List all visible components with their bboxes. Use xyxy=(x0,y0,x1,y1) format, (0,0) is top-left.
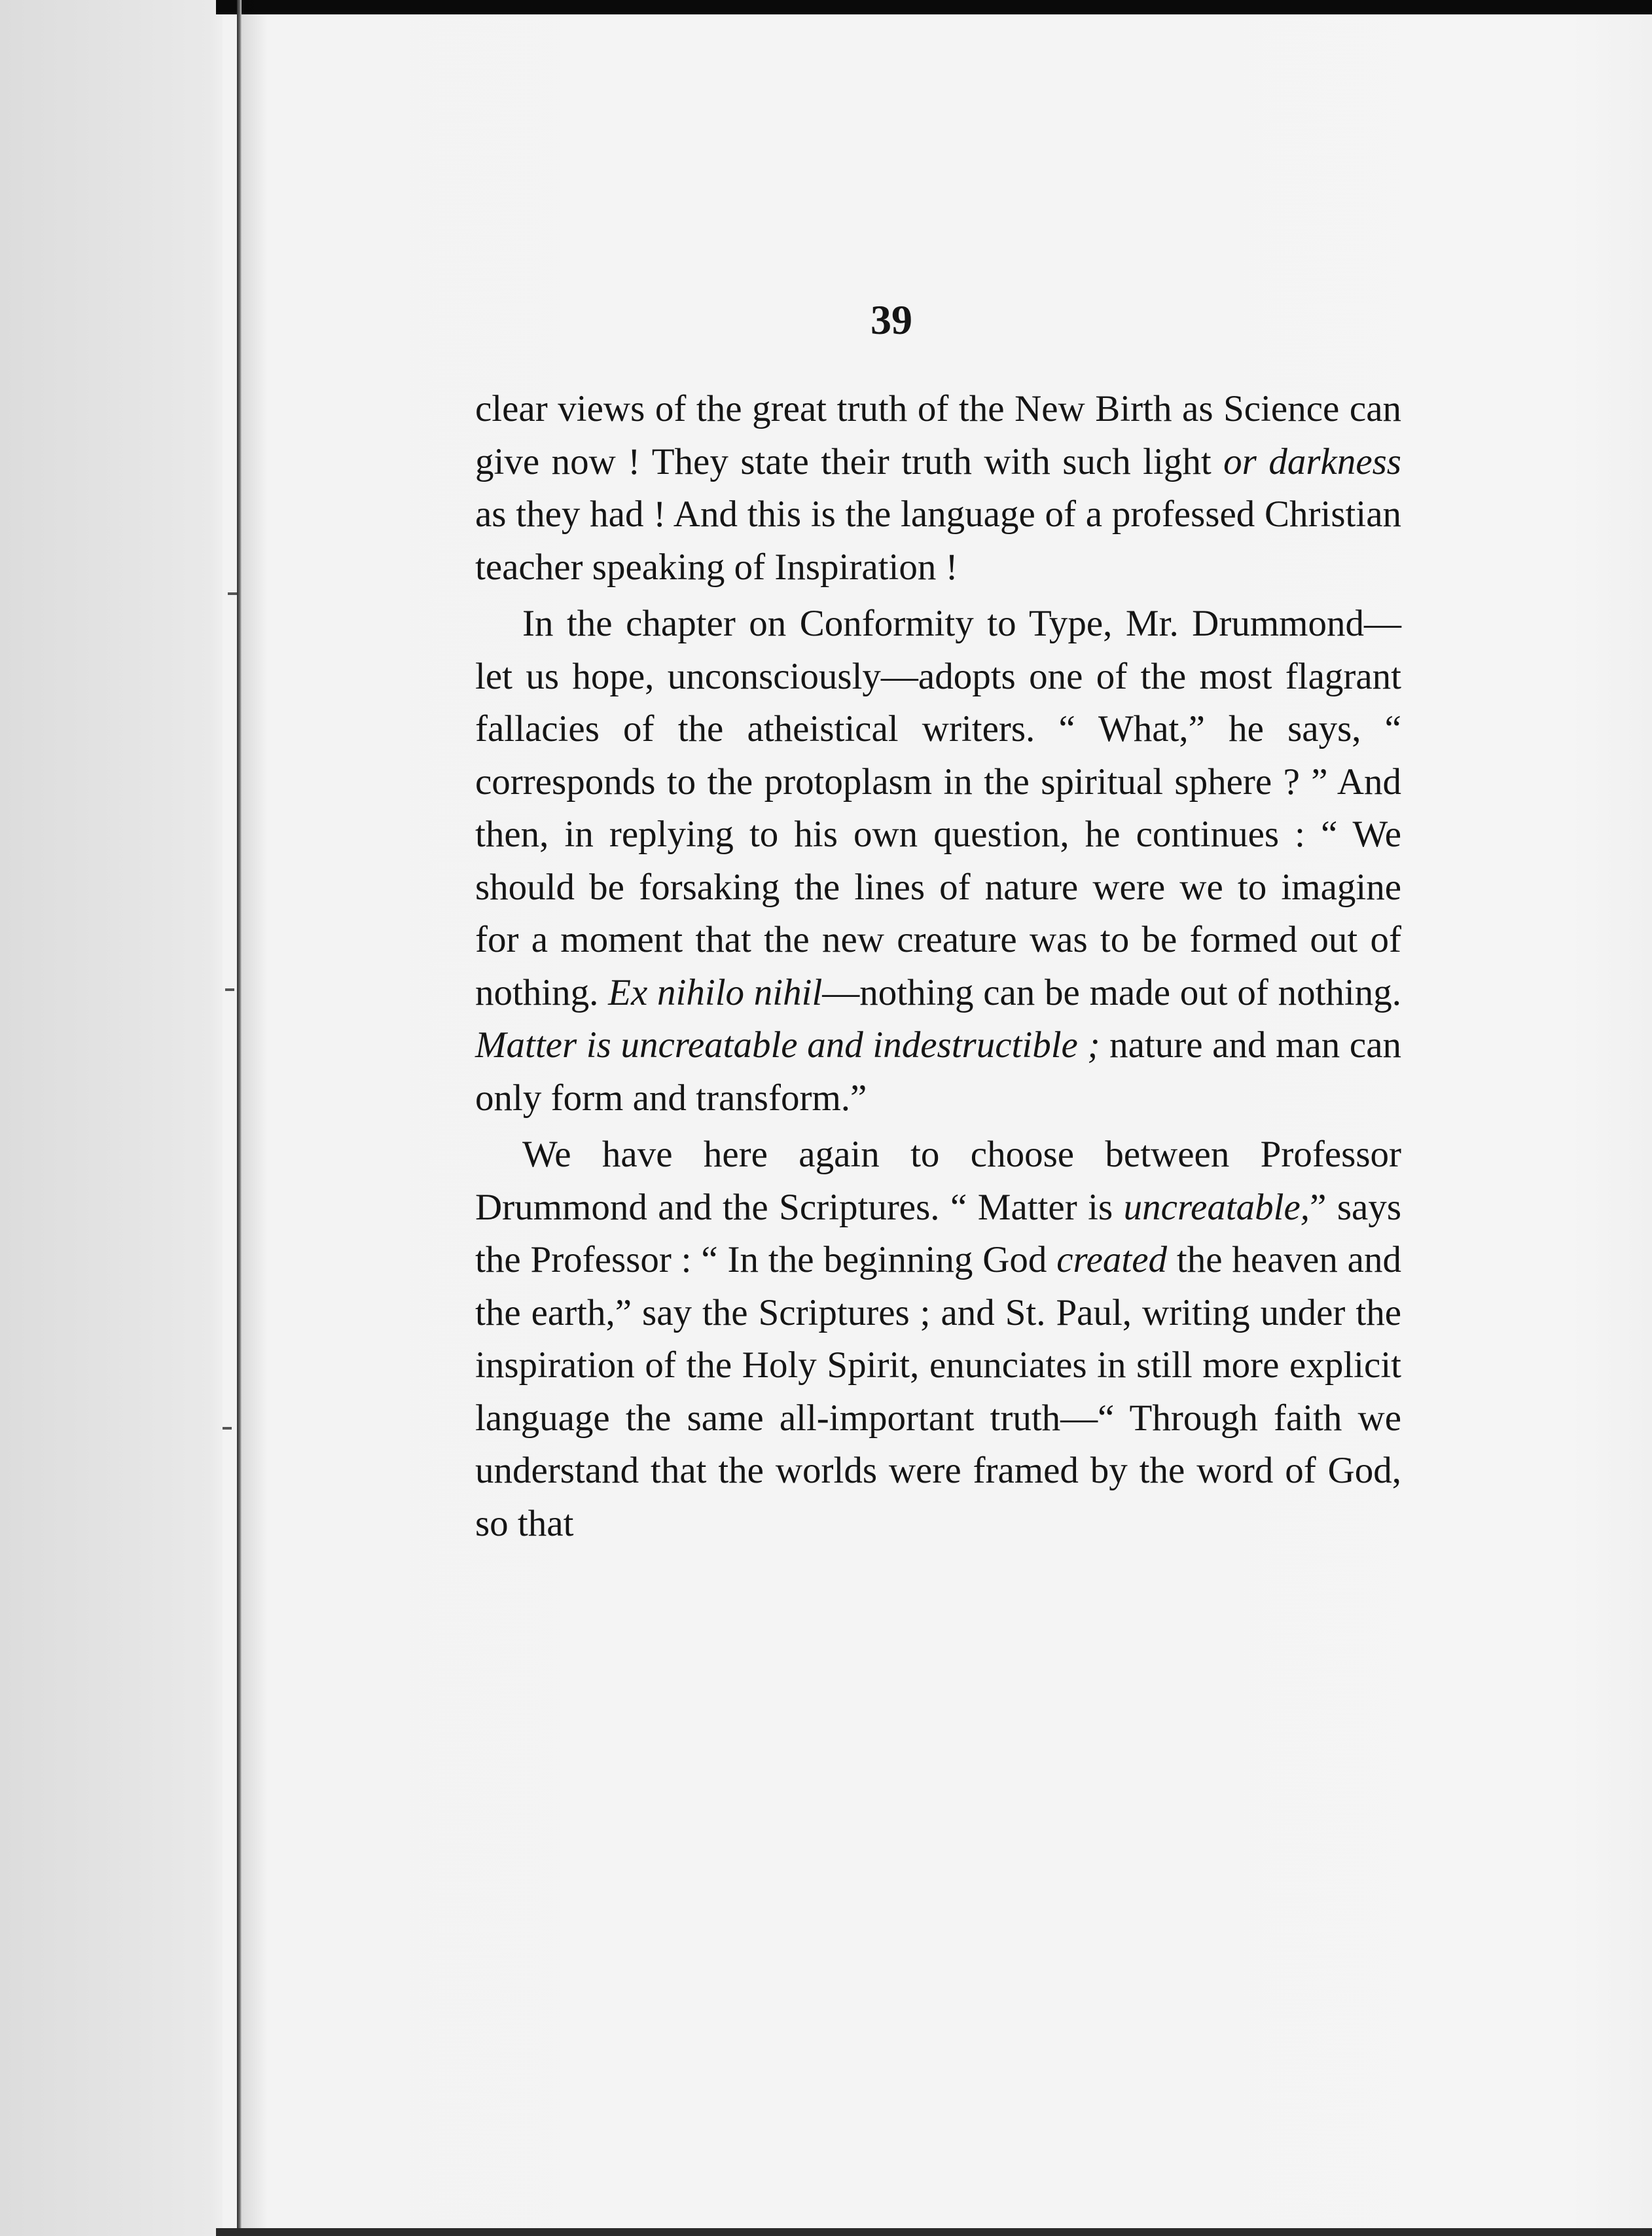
margin-mark xyxy=(223,1427,232,1430)
italic-text: created xyxy=(1056,1239,1168,1280)
text-run: ” says the Professor : “ In the beginning God xyxy=(475,1186,1401,1280)
text-run: In the chapter on Conformity to Type, Mr. Drummond—let us hope, unconsciously—adopts one of the most flagrant fallacies of the atheistical writers. “ What,” he says, “ corresponds to the protoplasm in the spiritual sphere ? ” And then, in replying to his own question, he continues : “ We should be forsaking the lines of nature were we to imagine for a moment that the new creature was to be formed out of nothing. xyxy=(475,603,1401,1013)
italic-text: Matter is uncreatable and indestructible ; xyxy=(475,1024,1100,1066)
italic-text: or darkness xyxy=(1223,441,1401,482)
paragraph xyxy=(475,383,1401,594)
top-edge-shadow xyxy=(216,0,1652,14)
text-run: the heaven and the earth,” say the Scriptures ; and St. Paul, writing under the inspiration of the Holy Spirit, enunciates in still more explicit language the same all-important truth—“ Through faith we understand that the worlds were framed by the word of God, so that xyxy=(475,1239,1401,1544)
text-run: nature and man can only form and transform.” xyxy=(475,1024,1402,1119)
margin-mark xyxy=(225,988,234,991)
italic-text: Ex nihilo nihil xyxy=(608,971,823,1013)
margin-mark xyxy=(228,592,237,595)
body-text xyxy=(475,383,1401,1550)
paragraph xyxy=(475,598,1401,1125)
page-number: 39 xyxy=(871,297,912,343)
text-run: —nothing can be made out of nothing. xyxy=(822,971,1401,1013)
text-run: as they had ! And this is the language of a professed Christian teacher speaking of Inspiration ! xyxy=(475,494,1401,588)
text-run: We have here again to choose between Professor Drummond and the Scriptures. “ Matter is xyxy=(475,1134,1401,1228)
italic-text: uncreatable, xyxy=(1123,1186,1310,1228)
text-run: clear views of the great truth of the New Birth as Science can give now ! They state their truth with such light xyxy=(475,388,1401,482)
bottom-edge-shadow xyxy=(216,2228,1652,2236)
paragraph xyxy=(475,1128,1401,1550)
